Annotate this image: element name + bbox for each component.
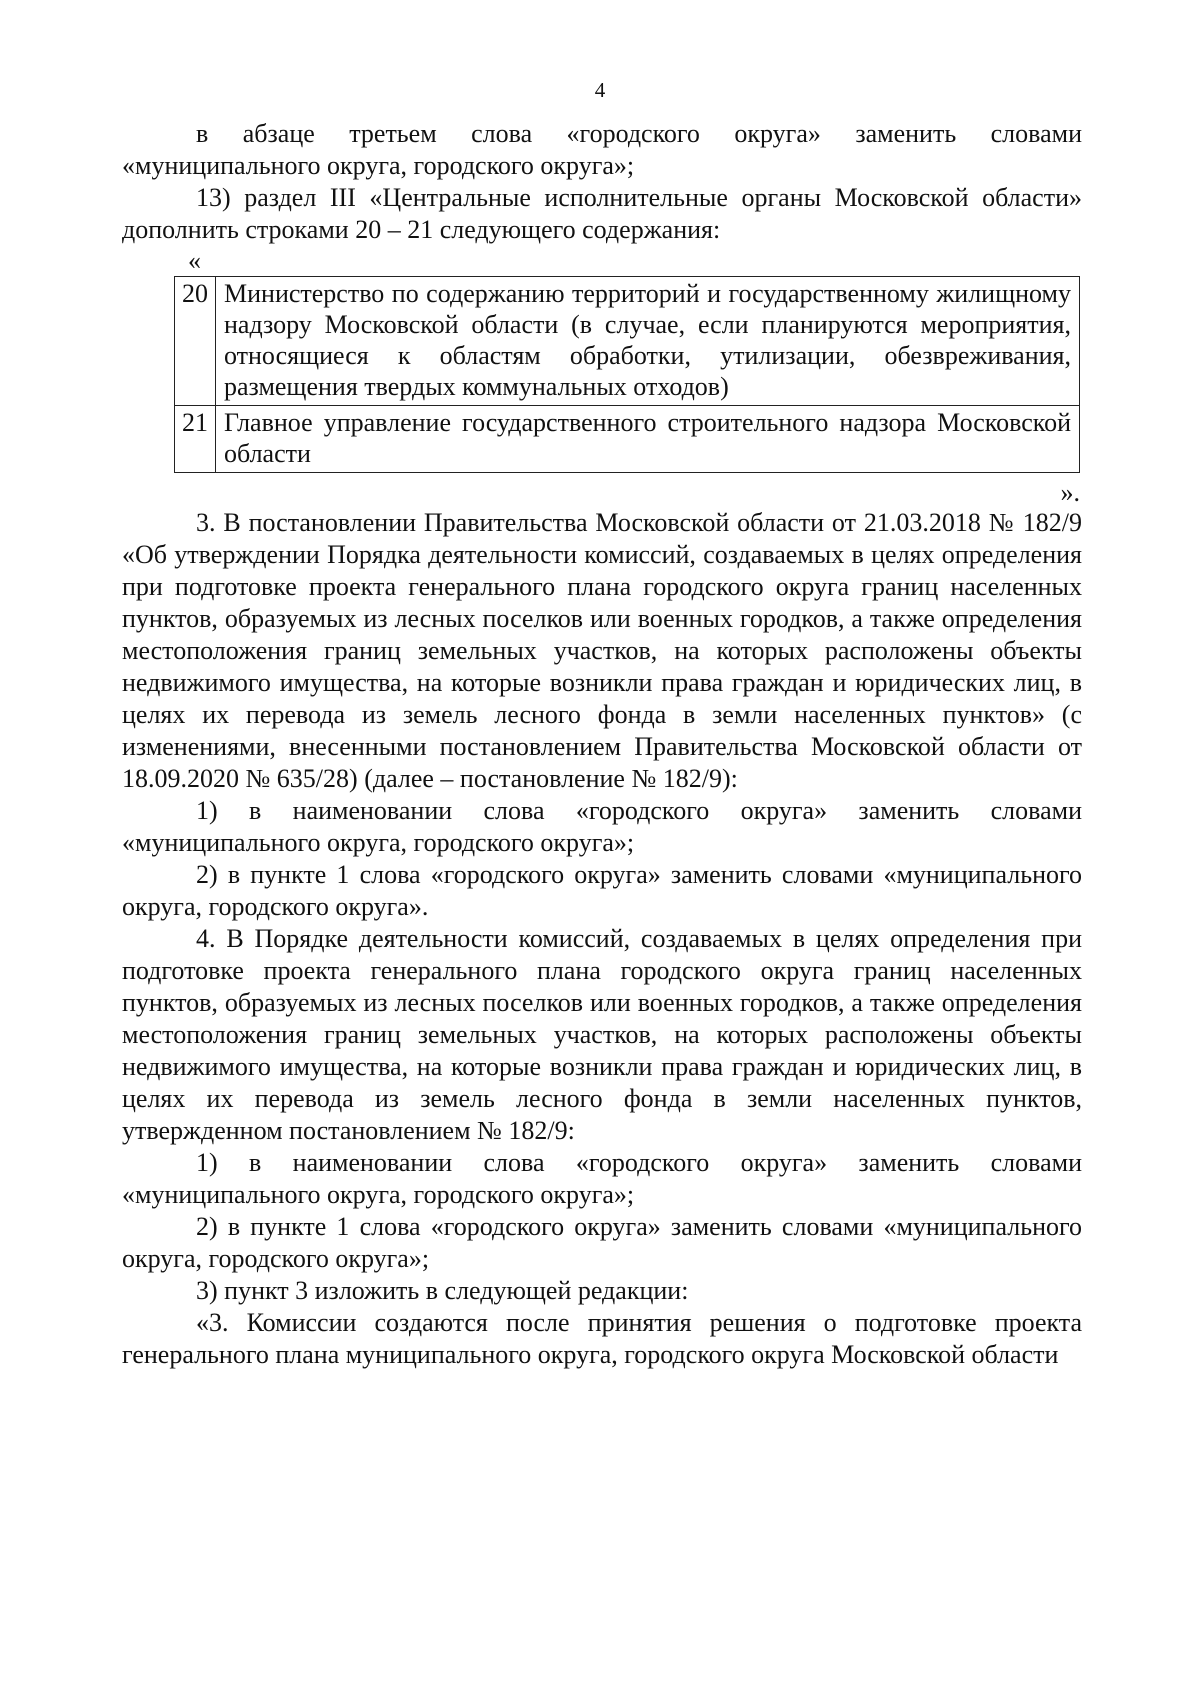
paragraph: 1) в наименовании слова «городского округа» заменить словами «муниципального округа, городского округа»; [122, 796, 1082, 857]
paragraph: 1) в наименовании слова «городского округа» заменить словами «муниципального округа, городского округа»; [122, 1148, 1082, 1209]
table-open-quote: « [188, 246, 201, 275]
row-text: Главное управление государственного строительного надзора Московской области [216, 406, 1080, 473]
document-body [122, 118, 1082, 1371]
inserted-rows-table [174, 276, 1080, 473]
row-text: Министерство по содержанию территорий и государственному жилищному надзору Московской области (в случае, если планируются мероприятия, относящиеся к областям обработки, утилизации, обезвреживания, размещения твердых коммунальных отходов) [216, 277, 1080, 406]
paragraph: «3. Комиссии создаются после принятия решения о подготовке проекта генерального плана муниципального округа, городского округа Московской области [122, 1308, 1082, 1369]
paragraph: в абзаце третьем слова «городского округа» заменить словами «муниципального округа, городского округа»; [122, 119, 1082, 180]
paragraph: 2) в пункте 1 слова «городского округа» заменить словами «муниципального округа, городского округа». [122, 860, 1082, 921]
paragraph: 3. В постановлении Правительства Московской области от 21.03.2018 № 182/9 «Об утверждении Порядка деятельности комиссий, создаваемых в целях определения при подготовке проекта генерального плана городского округа границ населенных пунктов, образуемых из лесных поселков или военных городков, а также определения местоположения границ земельных участков, на которых расположены объекты недвижимого имущества, на которые возникли права граждан и юридических лиц, в целях их перевода из земель лесного фонда в земли населенных пунктов» (с изменениями, внесенными постановлением Правительства Московской области от 18.09.2020 № 635/28) (далее – постановление № 182/9): [122, 508, 1082, 793]
table-row [175, 277, 1080, 406]
paragraph: 3) пункт 3 изложить в следующей редакции: [196, 1276, 689, 1305]
paragraph: 2) в пункте 1 слова «городского округа» заменить словами «муниципального округа, городского округа»; [122, 1212, 1082, 1273]
table-close-quote: ». [1060, 478, 1080, 507]
paragraph: 4. В Порядке деятельности комиссий, создаваемых в целях определения при подготовке проекта генерального плана городского округа границ населенных пунктов, образуемых из лесных поселков или военных городков, а также определения местоположения границ земельных участков, на которых расположены объекты недвижимого имущества, на которые возникли права граждан и юридических лиц, в целях их перевода из земель лесного фонда в земли населенных пунктов, утвержденном постановлением № 182/9: [122, 924, 1082, 1145]
row-number: 21 [175, 406, 216, 473]
row-number: 20 [175, 277, 216, 406]
table-row [175, 406, 1080, 473]
paragraph: 13) раздел III «Центральные исполнительные органы Московской области» дополнить строками 20 – 21 следующего содержания: [122, 183, 1082, 244]
page-number: 4 [594, 78, 606, 102]
